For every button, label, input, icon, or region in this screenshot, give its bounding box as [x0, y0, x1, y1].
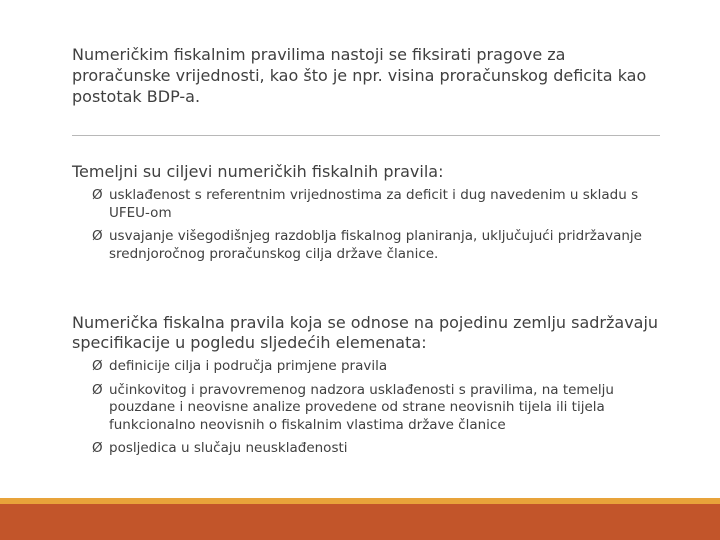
divider: [72, 135, 660, 136]
section-title-goals: Temeljni su ciljevi numeričkih fiskalnih pravila:: [72, 162, 444, 181]
arrow-bullet-icon: Ø: [92, 381, 103, 398]
arrow-bullet-icon: Ø: [92, 358, 103, 374]
arrow-bullet-icon: Ø: [92, 187, 103, 203]
list-item-text: učinkovitog i pravovremenog nadzora usklađenosti s pravilima, na temelju pouzdane i neovisne analize provedene od strane neovisnih tijela ili tijela funkcionalno neovisnih o fiskalnim vlastima države članice: [109, 381, 614, 433]
list-item-text: posljedica u slučaju neusklađenosti: [109, 440, 348, 456]
list-item: [92, 187, 662, 222]
list-item-text: usvajanje višegodišnjeg razdoblja fiskalnog planiranja, uključujući pridržavanje srednjoročnog proračunskog cilja države članice.: [109, 228, 642, 262]
footer-bar: [0, 504, 720, 540]
arrow-bullet-icon: Ø: [92, 228, 103, 244]
intro-paragraph: Numeričkim fiskalnim pravilima nastoji se fiksirati pragove za proračunske vrijednosti, kao što je npr. visina proračunskog deficita kao postotak BDP-a.: [72, 45, 647, 106]
list-item-text: usklađenost s referentnim vrijednostima za deficit i dug navedenim u skladu s UFEU-om: [109, 187, 639, 221]
list-item-text: definicije cilja i područja primjene pravila: [109, 358, 388, 374]
list-item: [92, 382, 662, 435]
elements-list: [92, 358, 662, 464]
list-item: [92, 440, 662, 458]
section-title-elements: Numerička fiskalna pravila koja se odnose na pojedinu zemlju sadržavaju specifikacije u pogledu sljedećih elemenata:: [72, 313, 659, 352]
list-item: [92, 228, 662, 263]
list-item: [92, 358, 662, 376]
arrow-bullet-icon: Ø: [92, 440, 103, 456]
goals-list: [92, 187, 662, 269]
